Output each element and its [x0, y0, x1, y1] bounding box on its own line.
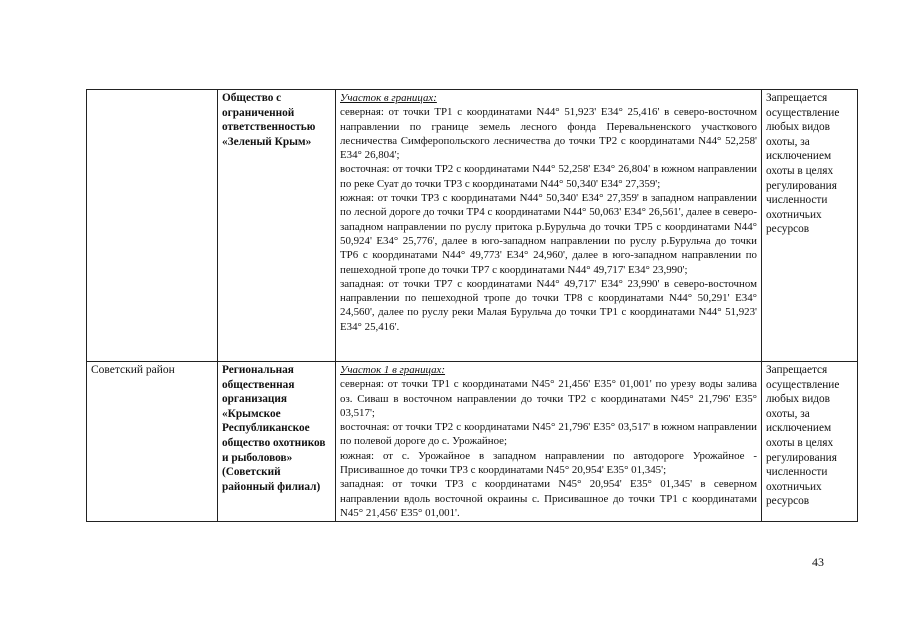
boundary-west: западная: от точки ТР7 с координатами N44° 49,717' Е34° 23,990' в северо-восточном направлении по пешеходной тропе до точки ТР8 с координатами N44° 50,291' Е34° 24,560', далее по руслу реки Малая Бурульча до точки ТР1 с координатами N44° 51,923' Е34° 25,416'. [340, 277, 757, 333]
boundary-west: западная: от точки ТР3 с координатами N45° 20,954' Е35° 01,345' в северном направлении вдоль восточной окраины с. Присивашное до точки ТР1 с координатами N45° 21,456' Е35° 01,001'. [340, 478, 757, 519]
boundary-north: северная: от точки ТР1 с координатами N44° 51,923' Е34° 25,416' в северо-восточном направлении по границе земель лесного фонда Перевальненского участкового лесничества Симферопольского лесничества до точки ТР2 с координатами N44° 52,258' Е34° 26,804'; [340, 106, 757, 162]
table-row [87, 362, 858, 522]
boundary-south: южная: от точки ТР3 с координатами N44° 50,340' Е34° 27,359' в западном направлении по лесной дороге до точки ТР4 с координатами N44° 50,063' Е34° 26,561', далее в северо-западном направлении по руслу притока р.Бурульча до точки ТР5 с координатами N44° 50,924' Е34° 25,776', далее в юго-западном направлении по руслу р.Бурульча до точки ТР6 с координатами N44° 49,773' Е34° 24,960', далее в юго-западном направлении по пешеходной тропе до точки ТР7 с координатами N44° 49,717' Е34° 23,990'; [340, 192, 757, 276]
district-cell: Советский район [87, 362, 218, 522]
plot-heading: Участок 1 в границах: [340, 364, 446, 376]
plot-heading: Участок в границах: [340, 92, 437, 104]
boundary-south: южная: от с. Урожайное в западном направлении по автодороге Урожайное - Присивашное до точки ТР3 с координатами N45° 20,954' Е35° 01,345'; [340, 449, 757, 477]
organization-cell: Общество с ограниченной ответственностью «Зеленый Крым» [218, 90, 336, 362]
boundaries-cell [336, 362, 762, 522]
page-number: 43 [812, 555, 824, 569]
boundary-north: северная: от точки ТР1 с координатами N45° 21,456' Е35° 01,001' по урезу воды залива оз. Сиваш в восточном направлении до точки ТР2 с координатами N45° 21,796' Е35° 03,517'; [340, 378, 757, 419]
boundary-east: восточная: от точки ТР2 с координатами N45° 21,796' Е35° 03,517' в южном направлении по полевой дороге до с. Урожайное; [340, 421, 757, 448]
restriction-cell: Запрещается осуществление любых видов охоты, за исключением охоты в целях регулирования численности охотничьих ресурсов [762, 90, 858, 362]
boundary-east: восточная: от точки ТР2 с координатами N44° 52,258' Е34° 26,804' в южном направлении по реке Суат до точки ТР3 с координатами N44° 50,340' Е34° 27,359'; [340, 163, 757, 190]
table-row [87, 90, 858, 362]
restriction-cell: Запрещается осуществление любых видов охоты, за исключением охоты в целях регулирования численности охотничьих ресурсов [762, 362, 858, 522]
district-cell [87, 90, 218, 362]
boundaries-cell [336, 90, 762, 362]
organization-cell: Региональная общественная организация «Крымское Республиканское общество охотников и рыболовов» (Советский районный филиал) [218, 362, 336, 522]
hunting-grounds-table [86, 89, 858, 522]
